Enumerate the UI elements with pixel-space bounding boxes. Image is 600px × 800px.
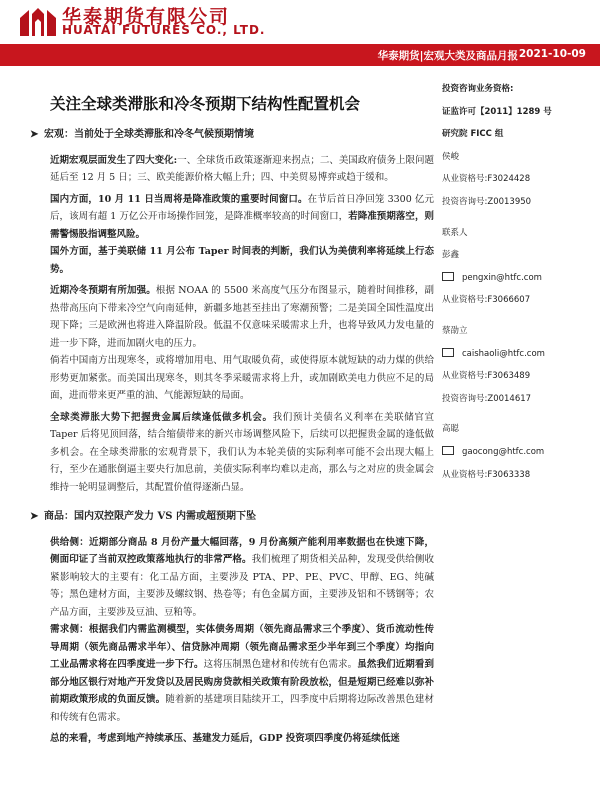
contact-email[interactable]: caishaoli@htfc.com xyxy=(442,343,592,366)
report-body xyxy=(30,126,434,748)
qualification-title: 投资咨询业务资格: xyxy=(442,84,514,94)
mail-icon xyxy=(442,446,454,455)
analyst-name: 侯峻 xyxy=(442,151,460,162)
analyst-invest: 投资咨询号:Z0013950 xyxy=(442,196,532,207)
contact-name: 高聪 xyxy=(442,424,460,435)
macro-heading: ➤ 宏观：当前处于全球类滞胀和冷冬气候预期情境 xyxy=(30,126,434,144)
paragraph: 供给侧：近期部分商品 8 月份产量大幅回落，9 月份高频产能利用率数据也在快速下降，侧面印证了当前双控政策落地执行的非常严格。我们梳理了期货相关品种，发现受供给侧收紧影响较大的主要有：化工品方面，主要涉及 PTA、PP、PE、PVC、甲醇、EG、纯碱等；黑色建材方面，主要涉及螺纹钢、热卷等；有色金属方面，主要涉及铝和不锈钢等；农产品方面，主要涉及豆油、豆粕等。 xyxy=(50,536,434,618)
paragraph: 国内方面，10 月 11 日当周将是降准政策的重要时间窗口。在节后首日净回笼 3300 亿元后，该周有超 1 万亿公开市场操作回笼，是降准概率较高的时间窗口，若降准预期落空，则需警惕股指调整风险。 xyxy=(50,193,434,240)
report-series: 华泰期货|宏观大类及商品月报 xyxy=(377,50,518,62)
bullet-arrow-icon: ➤ xyxy=(30,511,39,522)
huatai-logo-icon xyxy=(18,6,58,38)
macro-section xyxy=(30,152,434,497)
paragraph: 国外方面，基于美联储 11 月公布 Taper 时间表的判断，我们认为美债利率将延续上行态势。 xyxy=(50,246,434,275)
paragraph: 近期冷冬预期有所加强。根据 NOAA 的 5500 米高度气压分布图显示，随着时间推移，副热带高压向下带来冷空气向南延伸，新疆多地甚至挂出了寒潮预警；二是美国全国性温度出现下降；三是欧洲也将进入降温阶段。低温不仅意味采暖需求上升，也将导致风力发电量的进一步下降，进而加剧火电的压力。 xyxy=(50,285,434,349)
contact-name: 蔡劭立 xyxy=(442,325,468,336)
paragraph: 倘若中国南方出现寒冬，或将增加用电、用气取暖负荷，或使得原本就短缺的动力煤的供给形势更加紧张。而美国出现寒冬，则其冬季采暖需求将上升，或加剧欧美电力供应不足的局面，进而带来更严重的油、气能源短缺的局面。 xyxy=(50,355,434,401)
contact-name: 彭鑫 xyxy=(442,250,460,261)
contact-cert: 从业资格号:F3063338 xyxy=(442,469,531,480)
contact-title: 联系人 xyxy=(442,227,468,238)
header-bar xyxy=(0,44,600,66)
contact-invest: 投资咨询号:Z0014617 xyxy=(442,393,532,404)
paragraph: 需求侧：根据我们内需监测模型，实体债务周期（领先商品需求三个季度）、货币流动性传导周期（领先商品需求半年）、信贷脉冲周期（领先商品需求至少半年到三个季度）均指向工业品需求将在四季度进一步下行。这将压制黑色建材和传统有色需求。虽然我们近期看到部分地区银行对地产开发贷以及居民购房贷款相关政策有阶段放松，但是短期已经难以弥补前期政策形成的负面反馈。随着新的基建项目陆续开工，四季度中后期将边际改善黑色建材和传统有色需求。 xyxy=(50,624,434,723)
sidebar xyxy=(442,78,592,486)
page-title: 关注全球类滞胀和冷冬预期下结构性配置机会 xyxy=(50,94,361,113)
brand-name-cn: 华泰期货有限公司 xyxy=(62,6,231,28)
qualification-license: 证监许可【2011】1289 号 xyxy=(442,106,552,117)
paragraph: 全球类滞胀大势下把握贵金属后续逢低做多机会。我们预计美债名义利率在美联储官宣 Taper 后将见顶回落，结合缩债带来的新兴市场调整风险下，后续可以把握贵金属的逢低做多机会。在全球类滞胀的宏观背景下，我们认为本轮美债的实际利率可能不会出现大幅上行，至少在通胀倒逼主要央行加息前，美债实际利率均难以走高，那么与之对应的贵金属会维持一轮明显调整后，其配置价值得逐渐凸显。 xyxy=(50,411,434,493)
report-date: 2021-10-09 xyxy=(518,48,586,60)
contact-cert: 从业资格号:F3063489 xyxy=(442,371,531,382)
commodity-heading: ➤ 商品：国内双控限产发力 VS 内需或超预期下坠 xyxy=(30,508,434,526)
bullet-arrow-icon: ➤ xyxy=(30,129,39,140)
department: 研究院 FICC 组 xyxy=(442,129,504,140)
contact-email[interactable]: gaocong@htfc.com xyxy=(442,441,592,464)
mail-icon xyxy=(442,348,454,357)
analyst-cert: 从业资格号:F3024428 xyxy=(442,174,531,185)
contact-email[interactable]: pengxin@htfc.com xyxy=(442,267,592,290)
paragraph: 总的来看，考虑到地产持续承压、基建发力延后，GDP 投资项四季度仍将延续低迷 xyxy=(50,733,400,744)
brand-name-en: HUATAI FUTURES CO., LTD. xyxy=(62,23,266,37)
paragraph: 近期宏观层面发生了四大变化:一、全球货币政策逐渐迎来拐点；二、美国政府债务上限问题延后至 12 月 5 日；三、欧美能源价格大幅上升；四、中美贸易博弈或趋于缓和。 xyxy=(50,154,434,183)
commodity-section xyxy=(30,534,434,748)
mail-icon xyxy=(442,272,454,281)
contact-cert: 从业资格号:F3066607 xyxy=(442,295,531,306)
